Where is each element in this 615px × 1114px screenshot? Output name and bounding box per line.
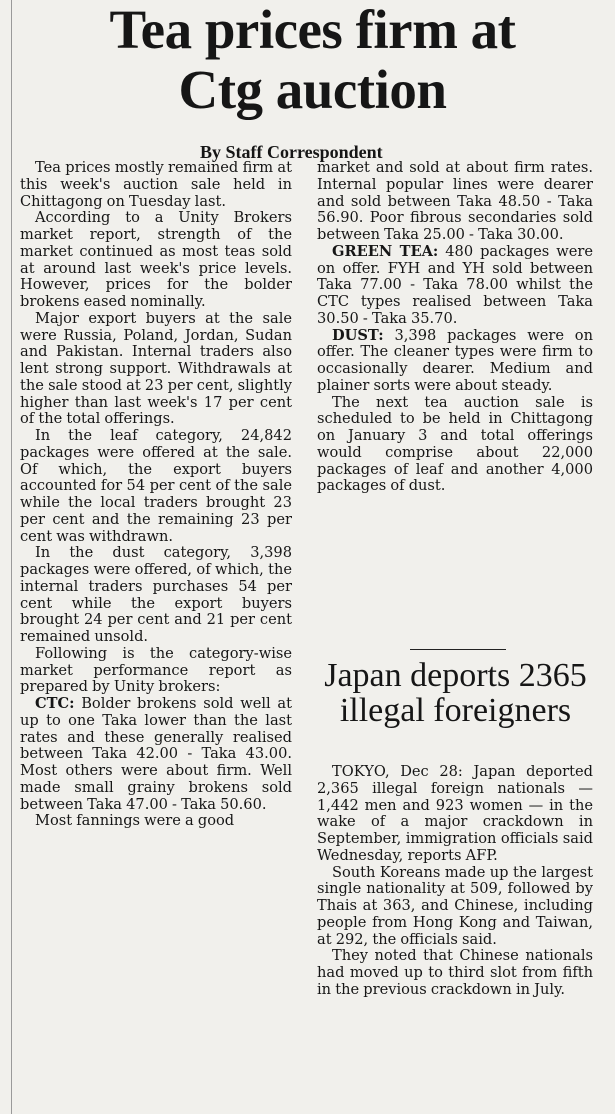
paragraph bbox=[20, 311, 292, 428]
paragraph-text: According to a Unity Brokers market report, strength of the market continued as most teas sold at around last week's price levels. However, prices for the bolder brokens eased nominally. bbox=[20, 209, 292, 310]
headline bbox=[14, 0, 611, 120]
paragraph bbox=[20, 160, 292, 210]
paragraph-text: TOKYO, Dec 28: Japan deported 2,365 illegal foreign nationals — 1,442 men and 923 women — in the wake of a major crackdown in September, immigration officials said Wednesday, reports AFP. bbox=[317, 763, 593, 864]
divider-rule bbox=[410, 649, 506, 650]
paragraph bbox=[20, 646, 292, 696]
paragraph-text: They noted that Chinese nationals had moved up to third slot from fifth in the previous crackdown in July. bbox=[317, 947, 593, 998]
paragraph-text: Following is the category-wise market performance report as prepared by Unity brokers: bbox=[20, 644, 292, 696]
paragraph-text: 480 packages were on offer. FYH and YH sold between Taka 77.00 - Taka 78.00 whilst the CTC types realised between Taka 30.50 - Taka 35.70. bbox=[317, 242, 593, 327]
paragraph bbox=[317, 764, 593, 865]
column-rule bbox=[11, 0, 12, 1114]
paragraph bbox=[20, 545, 292, 646]
paragraph bbox=[317, 865, 593, 949]
paragraph bbox=[317, 160, 593, 244]
headline-line-1: Tea prices firm at bbox=[109, 0, 516, 60]
paragraph-text: In the dust category, 3,398 packages were offered, of which, the internal traders purchases 54 per cent while the export buyers brought 24 per cent and 21 per cent remained unsold. bbox=[20, 544, 292, 645]
paragraph-text: Most fannings were a good bbox=[35, 812, 235, 830]
second-headline: Japan deports 2365 illegal foreigners bbox=[324, 657, 587, 729]
paragraph-text: Bolder brokens sold well at up to one Taka lower than the last rates and these generally realised between Taka 42.00 - Taka 43.00. Most others were about firm. Well made small grainy brokens sold between Taka 47.00 - Taka 50.60. bbox=[20, 695, 292, 813]
paragraph bbox=[317, 328, 593, 395]
paragraph-lead: GREEN TEA: bbox=[332, 242, 439, 260]
paragraph-text: market and sold at about firm rates. Internal popular lines were dearer and sold between Taka 48.50 - Taka 56.90. Poor fibrous secondaries sold between Taka 25.00 - Taka 30.00. bbox=[317, 159, 593, 243]
article-left-column bbox=[20, 160, 292, 830]
paragraph-text: The next tea auction sale is scheduled to be held in Chittagong on January 3 and total offerings would comprise about 22,000 packages of leaf and another 4,000 packages of dust. bbox=[317, 393, 593, 495]
byline: By Staff Correspondent bbox=[200, 142, 383, 162]
paragraph-lead: DUST: bbox=[332, 326, 384, 344]
article-right-column bbox=[317, 160, 593, 495]
paragraph bbox=[20, 428, 292, 545]
paragraph-lead: CTC: bbox=[35, 695, 75, 712]
paragraph-text: Major export buyers at the sale were Russia, Poland, Jordan, Sudan and Pakistan. Internal traders also lent strong support. Withdrawals at the sale stood at 23 per cent, slightly higher than last week's 17 per cent of the total offerings. bbox=[20, 309, 292, 428]
second-article-body bbox=[317, 764, 593, 999]
paragraph-text: 3,398 packages were on offer. The cleaner types were firm to occasionally dearer. Medium and plainer sorts were about steady. bbox=[317, 326, 593, 394]
headline-line-2: Ctg auction bbox=[178, 59, 447, 120]
paragraph bbox=[317, 244, 593, 328]
paragraph bbox=[20, 210, 292, 311]
paragraph-text: In the leaf category, 24,842 packages were offered at the sale. Of which, the export buyers accounted for 54 per cent of the sale while the local traders brought 23 per cent and the remaining 23 per cent was withdrawn. bbox=[20, 427, 292, 545]
paragraph bbox=[317, 948, 593, 998]
paragraph bbox=[317, 395, 593, 496]
paragraph-text: Tea prices mostly remained firm at this week's auction sale held in Chittagong on Tuesday last. bbox=[20, 159, 292, 210]
paragraph bbox=[20, 696, 292, 813]
paragraph bbox=[20, 813, 292, 830]
paragraph-text: South Koreans made up the largest single nationality at 509, followed by Thais at 363, and Chinese, including people from Hong Kong and Taiwan, at 292, the officials said. bbox=[317, 863, 593, 948]
